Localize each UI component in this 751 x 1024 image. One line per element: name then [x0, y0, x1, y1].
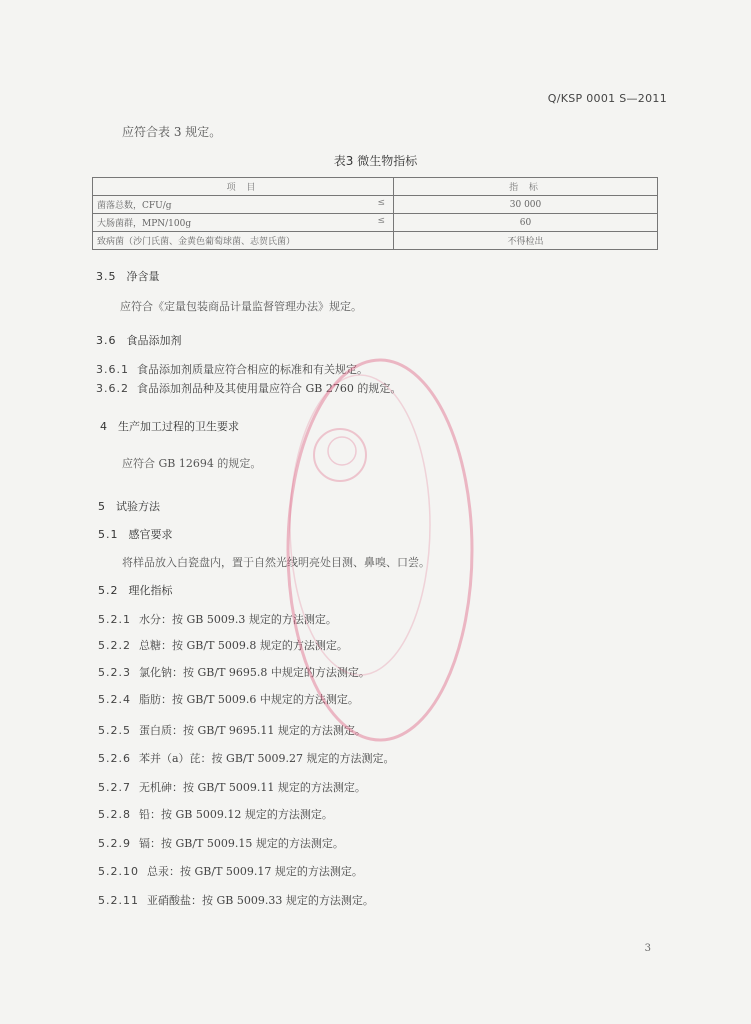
page-number: 3 [644, 943, 651, 954]
table-header-row [93, 178, 658, 196]
clause-item: 5.2.8 铅：按 GB 5009.12 规定的方法测定。 [98, 808, 333, 821]
section-heading: 3.6 食品添加剂 [96, 334, 182, 347]
table-cell-item: 致病菌（沙门氏菌、金黄色葡萄球菌、志贺氏菌） [97, 237, 296, 247]
table-header-value: 指 标 [394, 178, 658, 196]
clause-item: 5.2.4 脂肪：按 GB/T 5009.6 中规定的方法测定。 [98, 693, 359, 706]
clause-item: 5.2.1 水分：按 GB 5009.3 规定的方法测定。 [98, 613, 337, 626]
section-text: 应符合 GB 12694 的规定。 [122, 457, 262, 470]
section-heading: 5.1 感官要求 [98, 528, 173, 541]
table-header-item: 项 目 [93, 178, 394, 196]
section-heading: 4 生产加工过程的卫生要求 [100, 420, 239, 433]
table-cell-item: 大肠菌群，MPN/100g [97, 219, 192, 229]
table-row [93, 232, 658, 250]
clause-item: 3.6.1 食品添加剂质量应符合相应的标准和有关规定。 [96, 363, 368, 376]
intro-text: 应符合表 3 规定。 [122, 125, 222, 139]
standard-code: Q/KSP 0001 S—2011 [547, 92, 667, 105]
table-title: 表3 微生物指标 [333, 154, 418, 168]
section-heading: 5 试验方法 [98, 500, 160, 513]
microbial-table [92, 177, 658, 250]
clause-item: 5.2.9 镉：按 GB/T 5009.15 规定的方法测定。 [98, 837, 344, 850]
table-cell-sign: ≤ [377, 198, 385, 208]
clause-item: 5.2.5 蛋白质：按 GB/T 9695.11 规定的方法测定。 [98, 724, 366, 737]
table-cell-item: 菌落总数，CFU/g [97, 201, 172, 211]
clause-item: 5.2.10 总汞：按 GB/T 5009.17 规定的方法测定。 [98, 865, 363, 878]
clause-item: 5.2.3 氯化钠：按 GB/T 9695.8 中规定的方法测定。 [98, 666, 370, 679]
clause-item: 5.2.7 无机砷：按 GB/T 5009.11 规定的方法测定。 [98, 781, 366, 794]
section-text: 将样品放入白瓷盘内，置于自然光线明亮处目测、鼻嗅、口尝。 [122, 556, 430, 569]
clause-item: 5.2.2 总糖：按 GB/T 5009.8 规定的方法测定。 [98, 639, 348, 652]
clause-item: 3.6.2 食品添加剂品种及其使用量应符合 GB 2760 的规定。 [96, 382, 402, 395]
table-cell-value: 60 [394, 214, 658, 232]
clause-item: 5.2.6 苯并（a）芘：按 GB/T 5009.27 规定的方法测定。 [98, 752, 395, 765]
section-heading: 3.5 净含量 [96, 270, 160, 283]
section-heading: 5.2 理化指标 [98, 584, 173, 597]
table-cell-value: 30 000 [394, 196, 658, 214]
clause-item: 5.2.11 亚硝酸盐：按 GB 5009.33 规定的方法测定。 [98, 894, 374, 907]
table-cell-sign: ≤ [377, 216, 385, 226]
table-cell-value: 不得检出 [394, 232, 658, 250]
table-row [93, 196, 658, 214]
section-text: 应符合《定量包装商品计量监督管理办法》规定。 [120, 300, 362, 313]
table-row [93, 214, 658, 232]
